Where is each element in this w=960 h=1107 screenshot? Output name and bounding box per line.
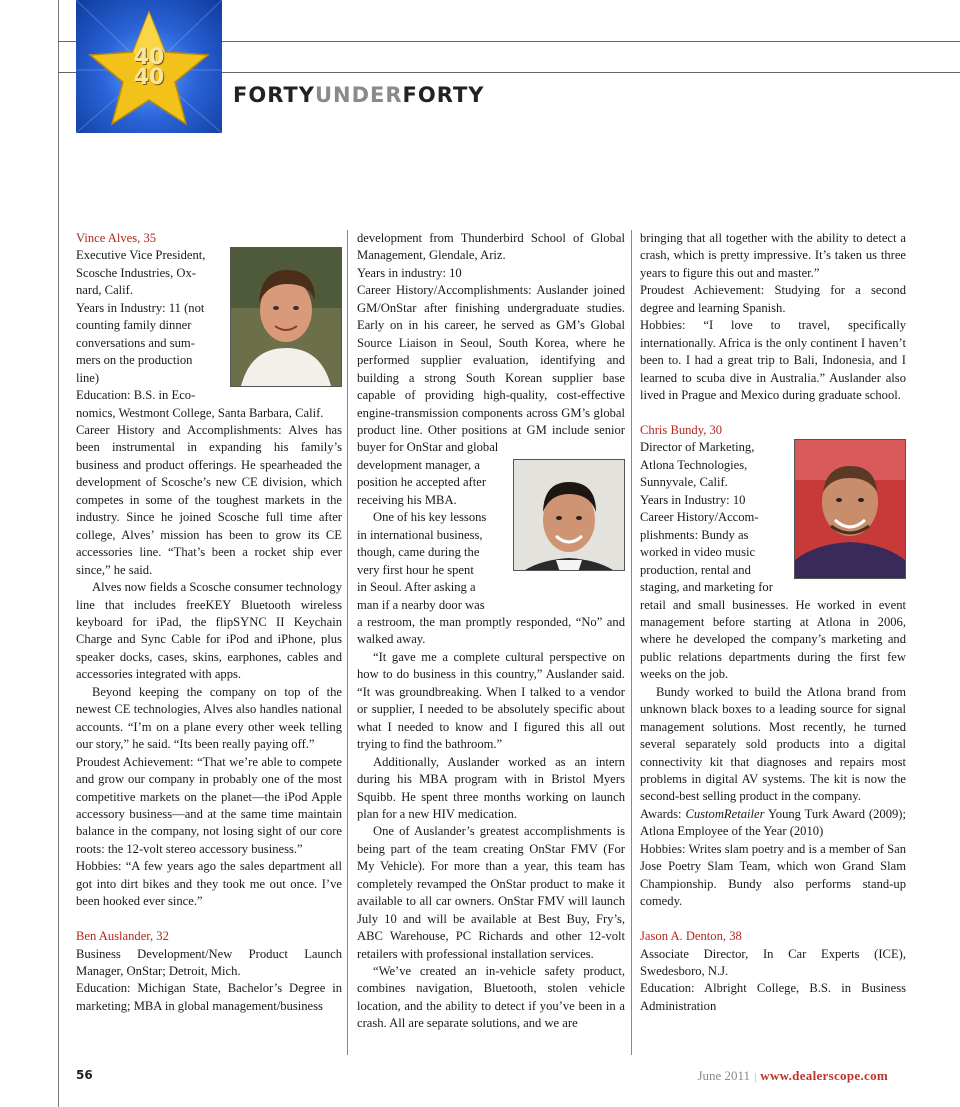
page-number: 56: [76, 1068, 93, 1082]
paragraph: bringing that all together with the ability to detect a crash, which is pretty impressive. It’s taken us three years to figure this out and master.”: [640, 231, 906, 280]
photo-vince-alves: [230, 247, 342, 387]
text-line: staging, and marketing for: [640, 580, 773, 595]
paragraph: Proudest Achievement: Studying for a second degree and learning Spanish.: [640, 283, 906, 315]
paragraph: Associate Director, In Car Experts (ICE), Swedesboro, N.J.: [640, 946, 906, 978]
text-line: mers on the production: [76, 353, 193, 368]
text-line: very first hour he spent: [357, 562, 474, 577]
logo-number-top: 40: [133, 45, 165, 70]
text-line: counting family dinner: [76, 318, 192, 333]
text-line: nard, Calif.: [76, 283, 134, 298]
article-column-3: [640, 230, 906, 1015]
paragraph: a restroom, the man promptly responded, “No” and walked away.: [357, 614, 625, 647]
column-divider-1: [347, 230, 348, 1055]
logo-number-bottom: 40: [133, 65, 165, 90]
paragraph: “We’ve created an in-vehicle safety product, combines navigation, Bluetooth, stolen vehicle location, and the ability to detect if you’ve been in a crash. All are separate solutions, and we are: [357, 964, 625, 1031]
text-line: Education: B.S. in Eco-: [76, 388, 196, 403]
column-divider-2: [631, 230, 632, 1055]
article-column-2: [357, 230, 625, 1033]
spacer: [76, 911, 342, 928]
paragraph: retail and small businesses. He worked in event management before starting at Atlona in 2006, where he developed the company’s marketing and public relations departments during the first few weeks on the job.: [640, 597, 906, 682]
paragraph: Business Development/New Product Launch Manager, OnStar; Detroit, Mich.: [76, 946, 342, 979]
paragraph: Years in industry: 10: [357, 265, 462, 280]
photo-chris-bundy: [794, 439, 906, 579]
text-line: position he accepted after: [357, 475, 487, 490]
paragraph: Hobbies: “A few years ago the sales department all got into dirt bikes and they took me out once. I’ve been hooked ever since.”: [76, 859, 342, 909]
paragraph: Bundy worked to build the Atlona brand from unknown black boxes to a leading source for signal management solutions. Most recently, he turned several separately sold products into a digital connectivity kit that diagnoses and repairs most problems in digital AV systems. The kit is now the second-best selling product in the company.: [640, 684, 906, 804]
paragraph: Career History and Accomplishments: Alves has been instrumental in expanding his family’s business and product offerings. He spearheaded the development of Scosche’s new CE division, which competes in some of the toughest markets in the industry. Since he joined Scosche full time after college, Alves’ mission has been to grow its CE accessories line. “That’s been a rocket ship ever since,” he said.: [76, 422, 342, 577]
section-title: [233, 83, 485, 107]
awards-label: Awards:: [640, 806, 686, 821]
profile-name-ben-auslander: Ben Auslander, 32: [76, 929, 169, 944]
profile-name-chris-bundy: Chris Bundy, 30: [640, 422, 723, 437]
profile-name-vince-alves: Vince Alves, 35: [76, 231, 157, 245]
paragraph: nomics, Westmont College, Santa Barbara, Calif.: [76, 405, 324, 420]
text-line: Director of Marketing,: [640, 440, 755, 455]
text-line: plishments: Bundy as: [640, 527, 749, 542]
website-link[interactable]: www.dealerscope.com: [760, 1068, 888, 1083]
text-line: worked in video music: [640, 545, 756, 560]
footer-separator: |: [754, 1071, 757, 1083]
text-line: Career History/Accom-: [640, 510, 759, 525]
paragraph: Beyond keeping the company on top of the newest CE technologies, Alves also handles national accounts. “I’m on a plane every other week telling our story,” he said. “Its been really paying off.”: [76, 684, 342, 752]
paragraph: Additionally, Auslander worked as an intern during his MBA program with in Bristol Myers Squibb. He spent three months working on launch plan for a new HIV medication.: [357, 754, 625, 821]
paragraph: development from Thunderbird School of Global Management, Glendale, Ariz.: [357, 231, 625, 263]
text-line: in Seoul. After asking a: [357, 580, 476, 595]
text-line: conversations and sum-: [76, 335, 195, 350]
paragraph: One of Auslander’s greatest accomplishments is being part of the team creating OnStar FMV (For My Vehicle). For more than a year, this team has completely revamped the OnStar product to make it available to all car owners. OnStar FMV will launch July 10 and will be available at Best Buy, Fry’s, ABC Warehouse, PC Richards and other 12-volt retailers with professional installation services.: [357, 824, 625, 961]
paragraph: Alves now fields a Scosche consumer technology line that includes freeKEY Bluetooth wireless keyboard for iPad, the flipSYNC II Keychain Charge and Sync Cable for iPod and iPhone, plus speaker docks, cases, skins, earphones, cables and accessories integrated with apps.: [76, 580, 342, 682]
paragraph: Proudest Achievement: “That we’re able to compete and grow our company in probably one of the most competitive markets on the planet—the iPod Apple accessory business—and at the same time maintain balance in the company, not losing sight of our core roots: the 12-volt stereo accessory business.”: [76, 754, 342, 856]
title-part-forty: FORTY: [233, 83, 315, 107]
profile-name-jason-denton: Jason A. Denton, 38: [640, 929, 742, 944]
text-line: man if a nearby door was: [357, 597, 485, 612]
paragraph: Hobbies: Writes slam poetry and is a member of San Jose Poetry Slam Team, which won Grand Slam Championship. Bundy also performs stand-up comedy.: [640, 841, 906, 909]
paragraph: “It gave me a complete cultural perspective on how to do business in this country,” Auslander said. “It was groundbreaking. When I talked to a vendor or supplier, I needed to be absolutely specific about what I needed to know and I figured this all out trying to find the bathroom.”: [357, 649, 625, 752]
text-line: in international business,: [357, 527, 483, 542]
text-line: Executive Vice President,: [76, 248, 206, 263]
text-line: One of his key lessons: [373, 510, 487, 525]
photo-ben-auslander: [513, 459, 625, 571]
title-part-forty-2: FORTY: [402, 83, 485, 107]
article-column-1: [76, 230, 342, 1015]
awards-text: Young Turk Award (2009); Atlona Employee of the Year (2010): [640, 806, 906, 839]
paragraph: Career History/Accomplishments: Auslander joined GM/OnStar after finishing undergraduate studies. Early on in his career, he served as GM’s Global Source Liaison in Seoul, South Korea, where he performed supplier evaluation, identifying and building a strong South Korean supplier base capable of providing high-quality, cost-effective engine-transmission components across GM’s global product line. Other positions at GM include senior buyer for OnStar and global: [357, 283, 625, 455]
logo-text: [76, 45, 222, 90]
title-part-under: UNDER: [314, 83, 403, 107]
paragraph-awards: [640, 806, 906, 841]
text-line: line): [76, 370, 100, 385]
awards-publication: CustomRetailer: [685, 806, 765, 821]
forty-under-forty-logo: [76, 0, 222, 133]
text-line: Years in Industry: 10: [640, 492, 746, 507]
text-line: Scosche Industries, Ox-: [76, 265, 196, 280]
text-line: production, rental and: [640, 562, 751, 577]
spacer: [640, 405, 906, 422]
text-line: Sunnyvale, Calif.: [640, 475, 728, 490]
text-line: though, came during the: [357, 545, 480, 560]
issue-date: June 2011: [697, 1068, 751, 1083]
text-line: Years in Industry: 11 (not: [76, 300, 205, 315]
paragraph: Hobbies: “I love to travel, specifically internationally. Africa is the only continent I haven’t been to. I had a great trip to Bali, Indonesia, and I learned to scuba dive in Australia.” Auslander also lived in Prague and Mexico during graduate school.: [640, 318, 906, 403]
text-line: development manager, a: [357, 457, 480, 472]
paragraph: Education: Michigan State, Bachelor’s Degree in marketing; MBA in global management/business: [76, 981, 342, 1013]
text-line: Atlona Technologies,: [640, 457, 748, 472]
spacer: [640, 911, 906, 928]
paragraph: Education: Albright College, B.S. in Business Administration: [640, 981, 906, 1013]
page-margin-line: [58, 0, 59, 1107]
text-line: receiving his MBA.: [357, 492, 457, 507]
footer: [697, 1068, 888, 1084]
